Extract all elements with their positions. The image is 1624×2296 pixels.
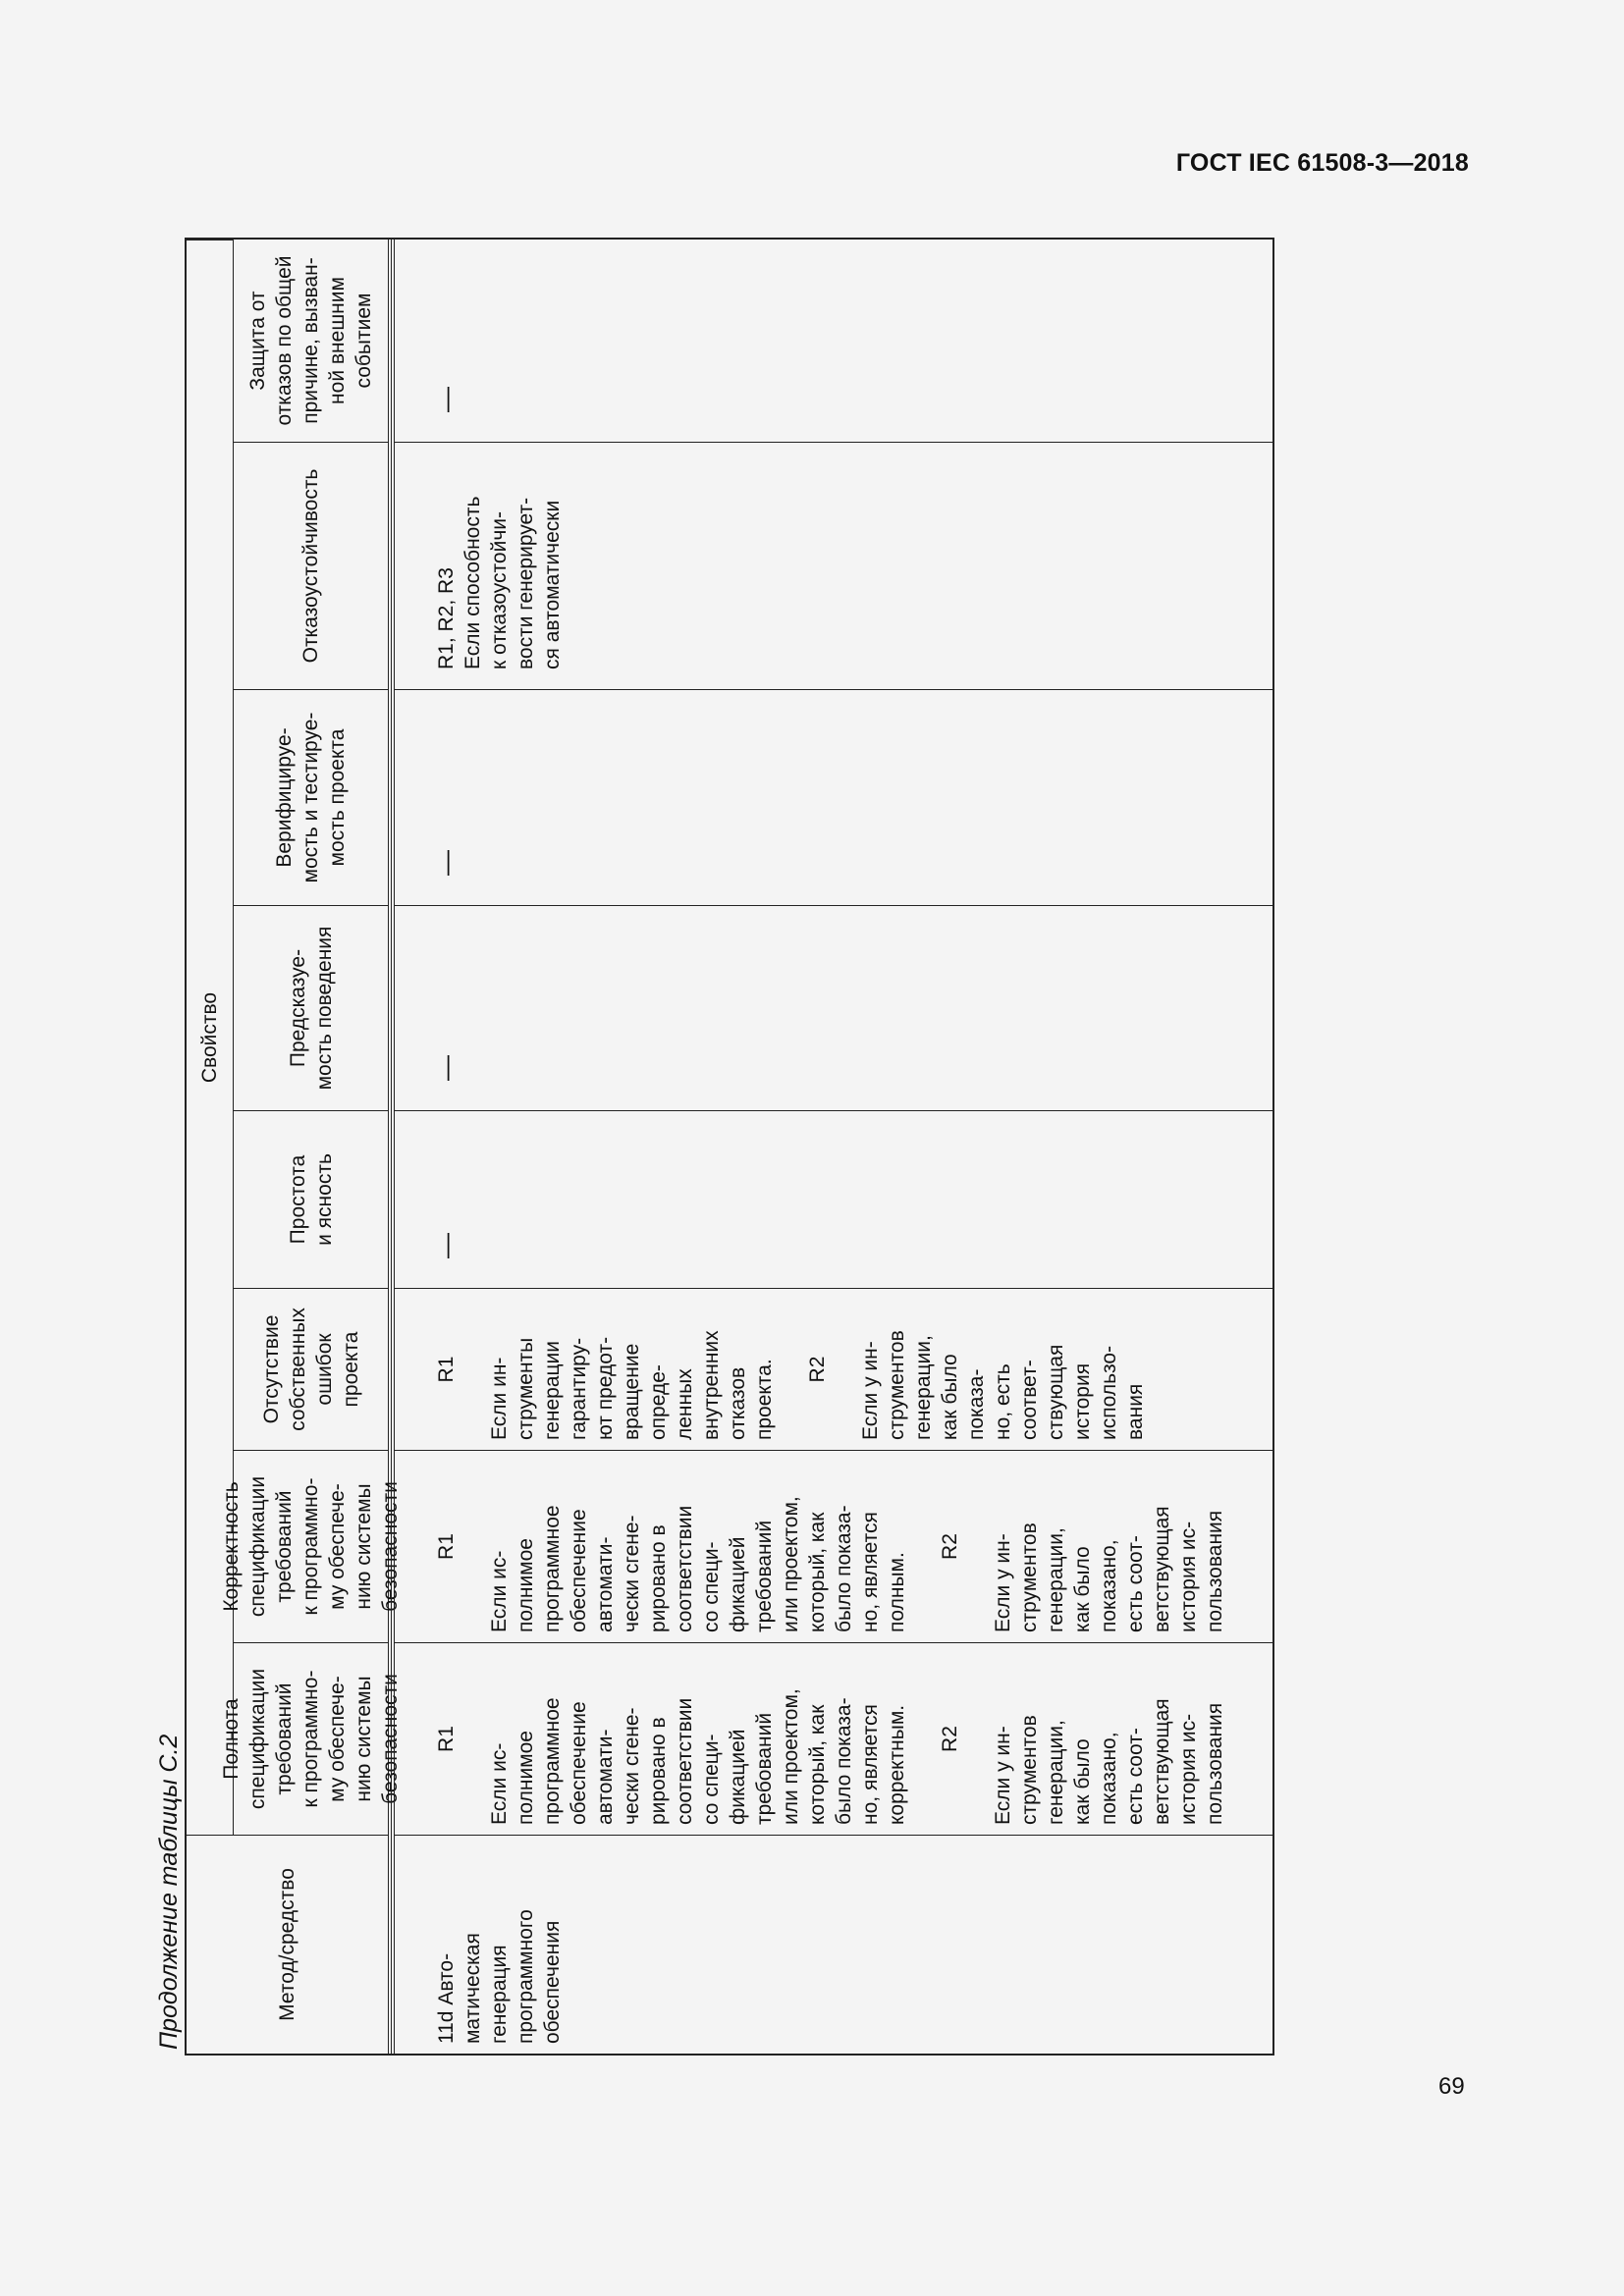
faults-r1-text: Если ин- струменты генерации гарантиру- ют предот- вращение опреде- ленных внутренних отказов проекта. bbox=[488, 1330, 776, 1440]
ccf-protection-dash: — bbox=[431, 387, 460, 412]
doc-header: ГОСТ IEC 61508-3—2018 bbox=[1175, 149, 1469, 177]
cell-completeness bbox=[395, 1642, 1272, 1835]
faults-r2: R2 bbox=[806, 1356, 829, 1383]
header-method-text: Метод/средство bbox=[276, 1868, 298, 2021]
rotated-table-block bbox=[147, 234, 1242, 2059]
col-header-predictability: Предсказуе- мость поведения bbox=[234, 905, 389, 1110]
completeness-r2: R2 bbox=[939, 1726, 961, 1752]
correctness-r1-text: Если ис- полнимое программное обеспечение автомати- чески сгене- рировано в соответствии со специ- фикацией требований или проектом, который, как было показа- но, является полным. bbox=[488, 1496, 908, 1632]
cell-correctness bbox=[395, 1450, 1272, 1642]
fault-tolerance-text: R1, R2, R3 Если способность к отказоустойчи- вости генерирует- ся автоматически bbox=[435, 496, 564, 669]
col-header-ccf-protection: Защита от отказов по общей причине, вызван- ной внешним событием bbox=[234, 240, 389, 442]
col-header-simplicity: Простота и ясность bbox=[234, 1110, 389, 1288]
simplicity-dash: — bbox=[431, 1233, 460, 1258]
col-header-freedom-from-faults: Отсутствие собственных ошибок проекта bbox=[234, 1288, 389, 1450]
cell-fault-tolerance bbox=[395, 442, 1272, 689]
header-property-text: Свойство bbox=[198, 991, 221, 1084]
faults-r2-text: Если у ин- струментов генерации, как было показа- но, есть соответ- ствующая история использо- вания bbox=[859, 1330, 1147, 1440]
faults-r1: R1 bbox=[435, 1356, 458, 1383]
col-header-completeness: Полнота спецификации требований к программно- му обеспече- нию системы безопасности bbox=[234, 1642, 389, 1835]
verifiability-dash: — bbox=[431, 850, 460, 876]
cell-method bbox=[395, 1835, 1272, 2054]
correctness-r1: R1 bbox=[435, 1533, 458, 1560]
page-number: 69 bbox=[1438, 2073, 1465, 2100]
cell-ccf-protection bbox=[395, 240, 1272, 442]
correctness-r2-text: Если у ин- струментов генерации, как было показано, есть соот- ветствующая история ис- пользования bbox=[992, 1506, 1226, 1632]
predictability-dash: — bbox=[431, 1055, 460, 1081]
cell-freedom-from-faults bbox=[395, 1288, 1272, 1450]
completeness-r1-text: Если ис- полнимое программное обеспечение автомати- чески сгене- рировано в соответствии со специ- фикацией требований или проектом, который, как было показа- но, является корректным. bbox=[488, 1688, 908, 1825]
cell-simplicity bbox=[395, 1110, 1272, 1288]
cell-predictability bbox=[395, 905, 1272, 1110]
col-header-verifiability: Верифицируе- мость и тестируе- мость проекта bbox=[234, 689, 389, 905]
col-header-correctness: Корректность спецификации требований к программно- му обеспече- нию системы безопасности bbox=[234, 1450, 389, 1642]
completeness-r1: R1 bbox=[435, 1726, 458, 1752]
completeness-r2-text: Если у ин- струментов генерации, как было показано, есть соот- ветствующая история ис- пользования bbox=[992, 1698, 1226, 1825]
table-caption: Продолжение таблицы С.2 bbox=[155, 1734, 183, 2050]
method-text: 11d Авто- матическая генерация программного обеспечения bbox=[435, 1909, 564, 2044]
data-table bbox=[185, 238, 1274, 2056]
header-method bbox=[187, 1835, 389, 2054]
correctness-r2: R2 bbox=[939, 1533, 961, 1560]
col-header-fault-tolerance: Отказоустойчивость bbox=[234, 442, 389, 689]
cell-verifiability bbox=[395, 689, 1272, 905]
